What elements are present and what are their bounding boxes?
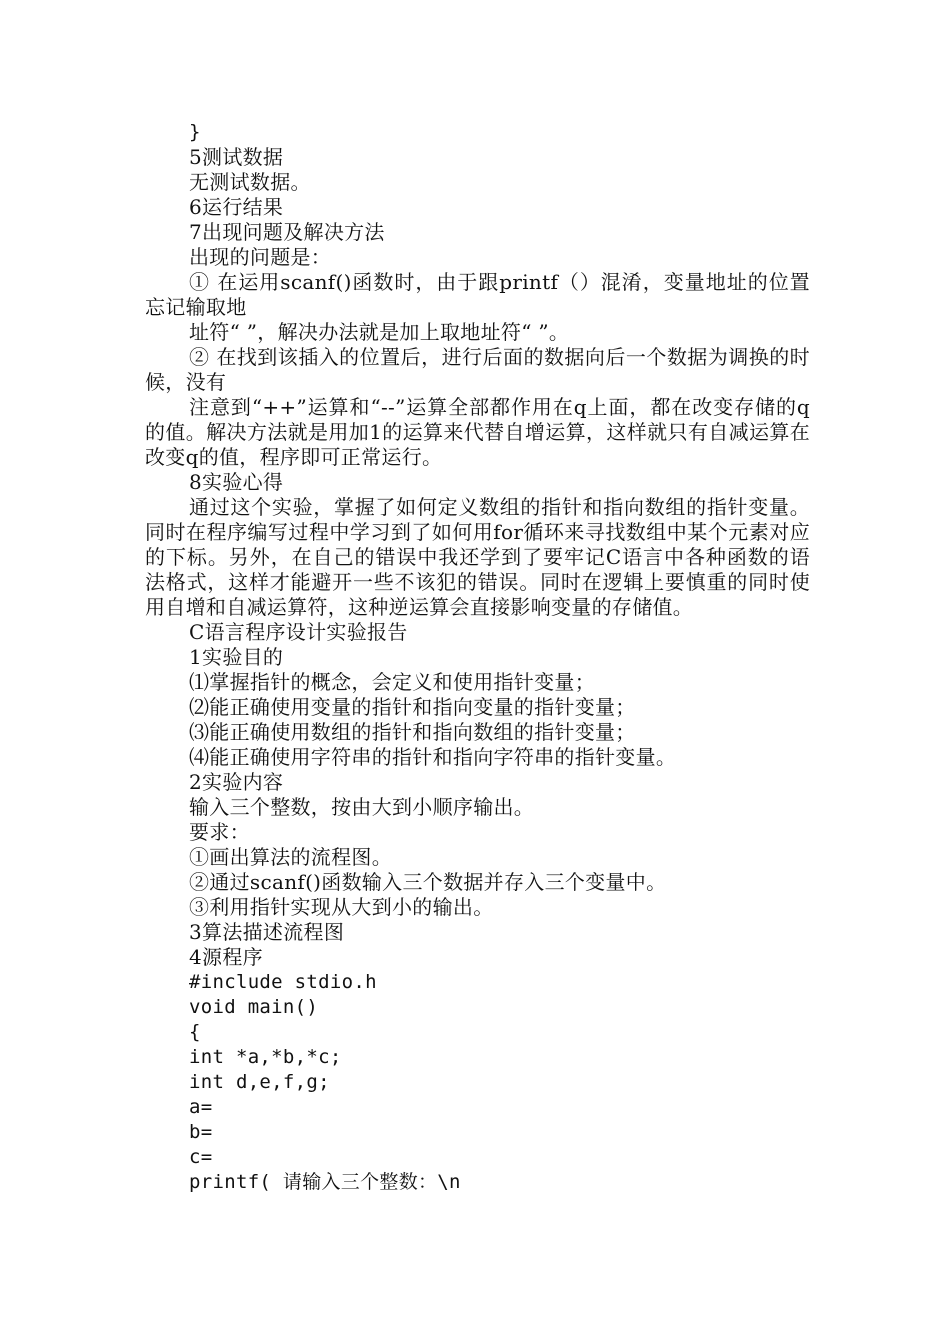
- code-line: void main(): [189, 996, 319, 1018]
- code-line: int *a,*b,*c;: [189, 1046, 342, 1068]
- document-line: ③利用指针实现从大到小的输出。: [189, 895, 494, 919]
- document-line: ⑴掌握指针的概念，会定义和使用指针变量；: [189, 670, 595, 694]
- code-line: printf( 请输入三个整数：\n: [189, 1171, 461, 1193]
- code-line: #include stdio.h: [189, 971, 377, 993]
- document-line: 2实验内容: [189, 770, 284, 794]
- document-paragraph: ② 在找到该插入的位置后，进行后面的数据向后一个数据为调换的时候，没有: [145, 345, 810, 394]
- document-line: 无测试数据。: [189, 170, 311, 194]
- document-line: 7出现问题及解决方法: [189, 220, 385, 244]
- document-paragraph: 通过这个实验，掌握了如何定义数组的指针和指向数组的指针变量。同时在程序编写过程中学习到了如何用for循环来寻找数组中某个元素对应的下标。另外，在自己的错误中我还学到了要牢记C语言中各种函数的语法格式，这样才能避开一些不该犯的错误。同时在逻辑上要慎重的同时使用自增和自减运算符，这种逆运算会直接影响变量的存储值。: [145, 495, 810, 619]
- document-line: 3算法描述流程图: [189, 920, 345, 944]
- document-line: 5测试数据: [189, 145, 284, 169]
- code-line: }: [189, 121, 201, 143]
- document-line: ⑵能正确使用变量的指针和指向变量的指针变量；: [189, 695, 636, 719]
- document-line: ①画出算法的流程图。: [189, 845, 392, 869]
- document-line: 输入三个整数，按由大到小顺序输出。: [189, 795, 535, 819]
- document-line: C语言程序设计实验报告: [189, 620, 408, 644]
- document-line: 8实验心得: [189, 470, 284, 494]
- code-line: int d,e,f,g;: [189, 1071, 330, 1093]
- code-line: {: [189, 1021, 201, 1043]
- document-paragraph: 注意到“++”运算和“--”运算全部都作用在q上面，都在改变存储的q的值。解决方法就是用加1的运算来代替自增运算，这样就只有自减运算在改变q的值，程序即可正常运行。: [145, 395, 810, 469]
- document-line: ⑷能正确使用字符串的指针和指向字符串的指针变量。: [189, 745, 677, 769]
- document-line: 出现的问题是：: [189, 245, 332, 269]
- document-line: 6运行结果: [189, 195, 284, 219]
- document-paragraph: ① 在运用scanf()函数时，由于跟printf（）混淆，变量地址的位置忘记输取地: [145, 270, 810, 319]
- code-line: a=: [189, 1096, 213, 1118]
- document-body: [145, 120, 810, 1195]
- document-line: ⑶能正确使用数组的指针和指向数组的指针变量；: [189, 720, 636, 744]
- document-line: 1实验目的: [189, 645, 284, 669]
- code-line: c=: [189, 1146, 213, 1168]
- document-line: 要求：: [189, 820, 250, 844]
- document-line: ②通过scanf()函数输入三个数据并存入三个变量中。: [189, 870, 667, 894]
- document-line: 址符“ ”，解决办法就是加上取地址符“ ”。: [189, 320, 570, 344]
- code-line: b=: [189, 1121, 213, 1143]
- document-line: 4源程序: [189, 945, 263, 969]
